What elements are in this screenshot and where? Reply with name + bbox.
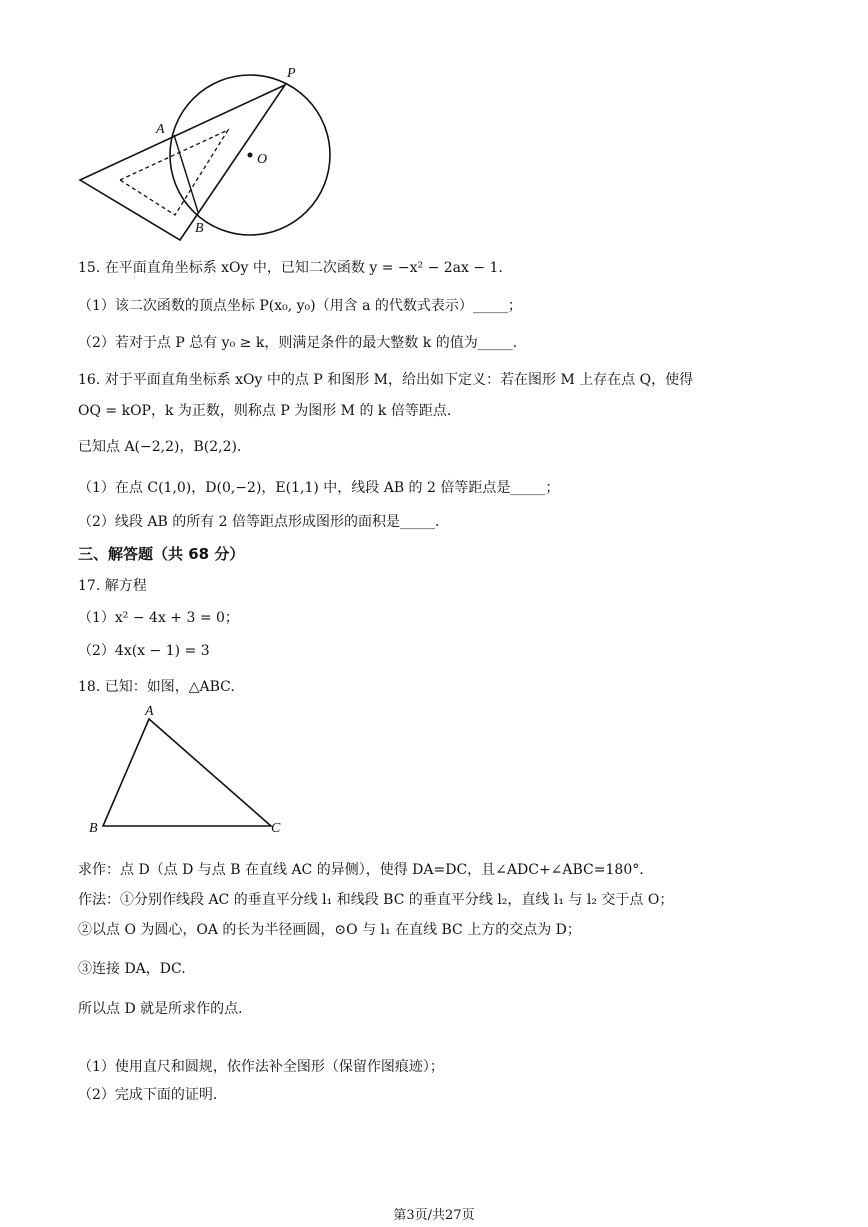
label-a: A xyxy=(156,122,165,137)
q16-known: 已知点 A(−2,2)，B(2,2)． xyxy=(78,439,251,455)
q18-method-3: ③连接 DA，DC. xyxy=(78,961,186,977)
q18-part1: （1）使用直尺和圆规，依作法补全图形（保留作图痕迹）； xyxy=(78,1059,444,1075)
label-b2: B xyxy=(89,821,98,836)
q17-stem: 17. 解方程 xyxy=(78,578,147,594)
triangle-abc xyxy=(103,719,271,826)
q15-part1: （1）该二次函数的顶点坐标 P(x₀, y₀)（用含 a 的代数式表示）_____； xyxy=(78,298,522,314)
q17-part1: （1）x² − 4x + 3 = 0； xyxy=(78,610,239,626)
q16-stem-2: OQ = kOP，k 为正数，则称点 P 为图形 M 的 k 倍等距点. xyxy=(78,403,452,419)
label-o: O xyxy=(257,152,268,167)
q15-part2: （2）若对于点 P 总有 y₀ ≥ k，则满足条件的最大整数 k 的值为_____. xyxy=(78,335,518,351)
q18-require: 求作：点 D（点 D 与点 B 在直线 AC 的异侧），使得 DA=DC，且∠ADC+∠ABC=180°. xyxy=(78,862,644,878)
q17-part2: （2）4x(x − 1) = 3 xyxy=(78,643,210,659)
q16-part2: （2）线段 AB 的所有 2 倍等距点形成图形的面积是_____. xyxy=(78,514,440,530)
q18-part2: （2）完成下面的证明. xyxy=(78,1087,218,1103)
q16-part1: （1）在点 C(1,0)，D(0,−2)，E(1,1) 中，线段 AB 的 2 倍等距点是_____； xyxy=(78,480,560,496)
label-c2: C xyxy=(271,821,281,836)
q18-method-2: ②以点 O 为圆心，OA 的长为半径画圆，⊙O 与 l₁ 在直线 BC 上方的交点为 D； xyxy=(78,922,581,938)
label-a2: A xyxy=(145,704,154,719)
q16-stem-1: 16. 对于平面直角坐标系 xOy 中的点 P 和图形 M，给出如下定义：若在图形 M 上存在点 Q，使得 xyxy=(78,372,694,388)
q18-method-1: 作法：①分别作线段 AC 的垂直平分线 l₁ 和线段 BC 的垂直平分线 l₂，直线 l₁ 与 l₂ 交于点 O； xyxy=(78,892,674,908)
q18-conclusion: 所以点 D 就是所求作的点. xyxy=(78,1001,243,1017)
section-title: 三、解答题（共 68 分） xyxy=(78,545,245,563)
label-b: B xyxy=(195,221,204,236)
q15-stem: 15. 在平面直角坐标系 xOy 中，已知二次函数 y = −x² − 2ax − 1． xyxy=(78,260,513,276)
q18-stem: 18. 已知：如图，△ABC. xyxy=(78,679,235,695)
label-p: P xyxy=(287,66,296,81)
page-footer: 第3页/共27页 xyxy=(393,1208,475,1223)
